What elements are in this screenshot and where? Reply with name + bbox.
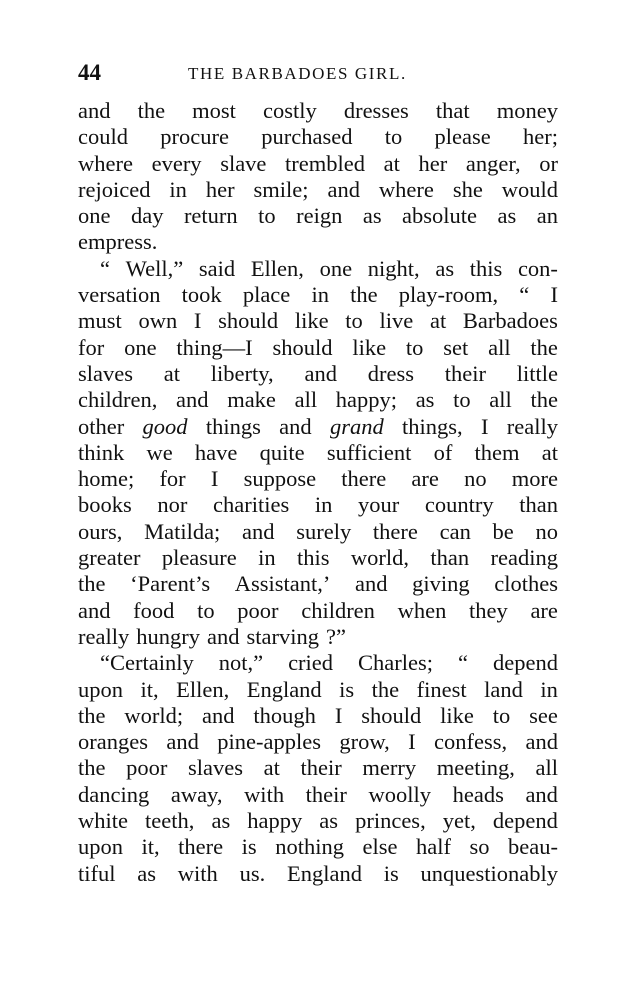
word: I [334,702,343,728]
text-line [78,729,558,755]
word: her [205,176,235,202]
word: I [408,729,416,755]
word: every [151,150,202,176]
word: heads [452,781,504,807]
text-line [78,545,558,571]
word: the [371,676,400,702]
text-line [78,861,558,887]
word: we [146,439,173,465]
word: Ellen, [250,255,304,281]
text-line [78,703,558,729]
word: and [327,176,360,202]
word: most [192,98,236,123]
word: hungry [136,623,200,649]
word: she [452,176,483,202]
word: “Certainly [100,650,194,676]
word: upon [78,834,123,860]
word: when [397,597,447,623]
text-line [78,440,558,466]
text-line [78,124,558,150]
word: good [142,413,188,439]
word: “ [519,282,530,308]
word: in [169,176,187,202]
word: place [242,282,291,308]
word: is [383,860,399,886]
word: ours, [78,518,123,544]
word: princes, [355,808,426,834]
word: depend [492,808,558,834]
word: home; [78,466,135,492]
word: their [444,360,486,386]
word: like [440,702,474,728]
word: and [525,781,558,807]
text-line [78,492,558,518]
word: grand [329,413,384,439]
word: their [300,755,342,781]
word: they [469,597,508,623]
word: and [279,413,312,439]
word: procure [160,124,229,150]
word: and [206,623,240,649]
word: more [511,466,558,492]
word: is [241,834,257,860]
word: all [489,387,512,413]
word: slaves [78,360,133,386]
word: I [193,308,202,334]
word: than [519,492,558,518]
word: as [137,860,157,886]
word: live [379,308,414,334]
text-line [78,387,558,413]
text-line [78,466,558,492]
word: at [163,360,181,386]
word: children [301,597,375,623]
word: England [286,860,362,886]
word: surely [296,518,352,544]
word: in [258,545,276,571]
word: to [405,334,424,360]
word: should [272,334,333,360]
word: oranges [78,729,148,755]
word: poor [126,755,168,781]
word: at [383,150,400,176]
word: the [78,571,106,597]
word: it, [140,676,159,702]
word: children, [78,387,158,413]
word: as [497,203,517,229]
word: food [133,597,175,623]
word: finest [416,676,467,702]
word: and [354,571,388,597]
word: “ [457,650,468,676]
text-line [78,782,558,808]
word: the [530,334,558,360]
word: smile; [253,176,309,202]
word: one [124,334,157,360]
word: and [242,518,275,544]
word: money [496,98,558,123]
word: set [443,334,469,360]
word: and [78,597,111,623]
word: and [166,729,199,755]
word: I [480,413,489,439]
word: slaves [188,755,243,781]
text-line [78,177,558,203]
word: sufficient [326,439,412,465]
text-line [78,98,558,124]
word: all [294,387,318,413]
word: country [424,492,494,518]
word: ?” [325,623,346,649]
word: yet, [442,808,476,834]
word: there [178,834,224,860]
word: quite [259,439,305,465]
word: her; [523,124,558,150]
word: in [311,282,329,308]
word: than [430,545,470,571]
word: land [484,676,523,702]
text-line [78,808,558,834]
word: Matilda; [144,518,221,544]
word: the [137,98,166,123]
word: Ellen, [176,676,230,702]
word: so [469,834,490,860]
word: to [345,308,363,334]
word: as [435,255,455,281]
word: really [506,413,558,439]
word: nor [157,492,188,518]
word: think [78,439,125,465]
word: other [78,413,125,439]
text-line [78,282,558,308]
word: rejoiced [78,176,151,202]
text-line [78,650,558,676]
word: have [194,439,238,465]
word: purchased [261,124,353,150]
text-line [78,624,558,650]
text-line [78,834,558,860]
word: to [384,124,403,150]
word: tiful [78,860,116,886]
word: said [198,255,236,281]
word: should [218,308,279,334]
word: with [244,781,285,807]
word: dress [367,360,414,386]
word: versation [78,282,161,308]
word: not,” [218,650,264,676]
word: own [138,308,178,334]
word: confess, [433,729,508,755]
word: this [297,545,330,571]
word: trembled [285,150,366,176]
word: where [78,150,133,176]
word: to [492,702,511,728]
word: see [529,702,558,728]
text-line [78,151,558,177]
word: Charles; [358,650,433,676]
word: little [516,360,558,386]
word: merry [362,755,417,781]
word: that [435,98,470,123]
word: cried [288,650,334,676]
word: her [418,150,448,176]
word: as [415,387,435,413]
word: Assistant,’ [234,571,331,597]
word: Barbadoes [462,308,558,334]
text-line [78,203,558,229]
word: us. [239,860,266,886]
text-line [78,229,558,255]
word: and [525,729,558,755]
word: at [263,755,280,781]
word: as [319,808,339,834]
word: night, [367,255,420,281]
running-title: THE BARBADOES GIRL. [188,64,407,83]
word: like [352,334,387,360]
word: grow, [339,729,390,755]
word: at [429,308,447,334]
word: dancing [78,781,150,807]
word: with [177,860,218,886]
word: it, [141,834,160,860]
word: please [434,124,491,150]
word: half [415,834,451,860]
word: and [304,360,337,386]
word: world; [124,702,184,728]
word: I [550,282,558,308]
word: can [439,518,471,544]
word: dresses [343,98,409,123]
text-line [78,414,558,440]
text-line [78,308,558,334]
word: and [78,98,111,123]
word: world, [350,545,410,571]
word: are [411,466,439,492]
word: pleasure [161,545,237,571]
word: could [78,124,128,150]
word: to [197,597,215,623]
word: beau- [508,834,558,860]
word: reading [490,545,558,571]
word: or [539,150,558,176]
text-line [78,677,558,703]
word: no [464,466,487,492]
word: there [341,466,387,492]
word: the [350,282,378,308]
word: are [530,597,558,623]
word: clothes [494,571,558,597]
word: thing—I [176,334,253,360]
word: their [305,781,347,807]
body-text [78,98,558,887]
word: play-room, [398,282,499,308]
text-line [78,571,558,597]
word: in [314,492,333,518]
word: empress. [78,229,158,255]
word: liberty, [210,360,274,386]
word: one [319,255,353,281]
word: day [130,203,164,229]
word: the [78,755,106,781]
word: as [362,203,382,229]
word: no [535,518,558,544]
word: make [227,387,276,413]
word: happy; [335,387,398,413]
word: I [210,466,219,492]
word: slave [220,150,267,176]
word: poor [237,597,279,623]
word: teeth, [145,808,195,834]
page-number: 44 [78,60,101,85]
word: suppose [243,466,317,492]
word: as [211,808,231,834]
running-head [78,58,558,88]
word: there [372,518,418,544]
word: really [78,623,130,649]
word: happy [247,808,303,834]
word: things [205,413,261,439]
word: to [258,203,276,229]
word: for [159,466,186,492]
word: in [540,676,558,702]
word: else [362,834,398,860]
word: upon [78,676,123,702]
word: starving [246,623,319,649]
word: woolly [368,781,432,807]
text-line [78,519,558,545]
word: should [361,702,422,728]
word: away, [170,781,223,807]
word: the [78,702,106,728]
word: the [530,387,558,413]
word: things, [402,413,463,439]
word: them [474,439,520,465]
word: anger, [465,150,521,176]
word: and [176,387,209,413]
word: like [294,308,329,334]
word: and [202,702,235,728]
word: reign [296,203,343,229]
word: Well,” [125,255,184,281]
word: costly [263,98,317,123]
word: be [492,518,514,544]
text-line [78,598,558,624]
word: greater [78,545,141,571]
word: giving [412,571,470,597]
word: of [433,439,453,465]
word: an [536,203,558,229]
word: England [246,676,322,702]
word: unquestionably [420,860,558,886]
word: return [183,203,238,229]
word: took [181,282,222,308]
word: depend [492,650,558,676]
text-line [78,361,558,387]
text-line [78,335,558,361]
word: meeting, [436,755,515,781]
word: one [78,203,111,229]
word: absolute [402,203,478,229]
word: is [339,676,355,702]
text-line [78,755,558,781]
text-line [78,256,558,282]
word: con- [517,255,558,281]
word: “ [100,255,110,281]
word: this [469,255,503,281]
word: would [501,176,558,202]
word: your [358,492,400,518]
word: charities [213,492,290,518]
word: all [488,334,511,360]
word: all [535,755,558,781]
word: at [541,439,558,465]
word: though [253,702,316,728]
word: white [78,808,128,834]
word: books [78,492,132,518]
word: must [78,308,122,334]
word: nothing [275,834,344,860]
word: where [378,176,434,202]
word: pine-apples [217,729,321,755]
word: to [453,387,471,413]
word: ‘Parent’s [130,571,211,597]
word: for [78,334,105,360]
